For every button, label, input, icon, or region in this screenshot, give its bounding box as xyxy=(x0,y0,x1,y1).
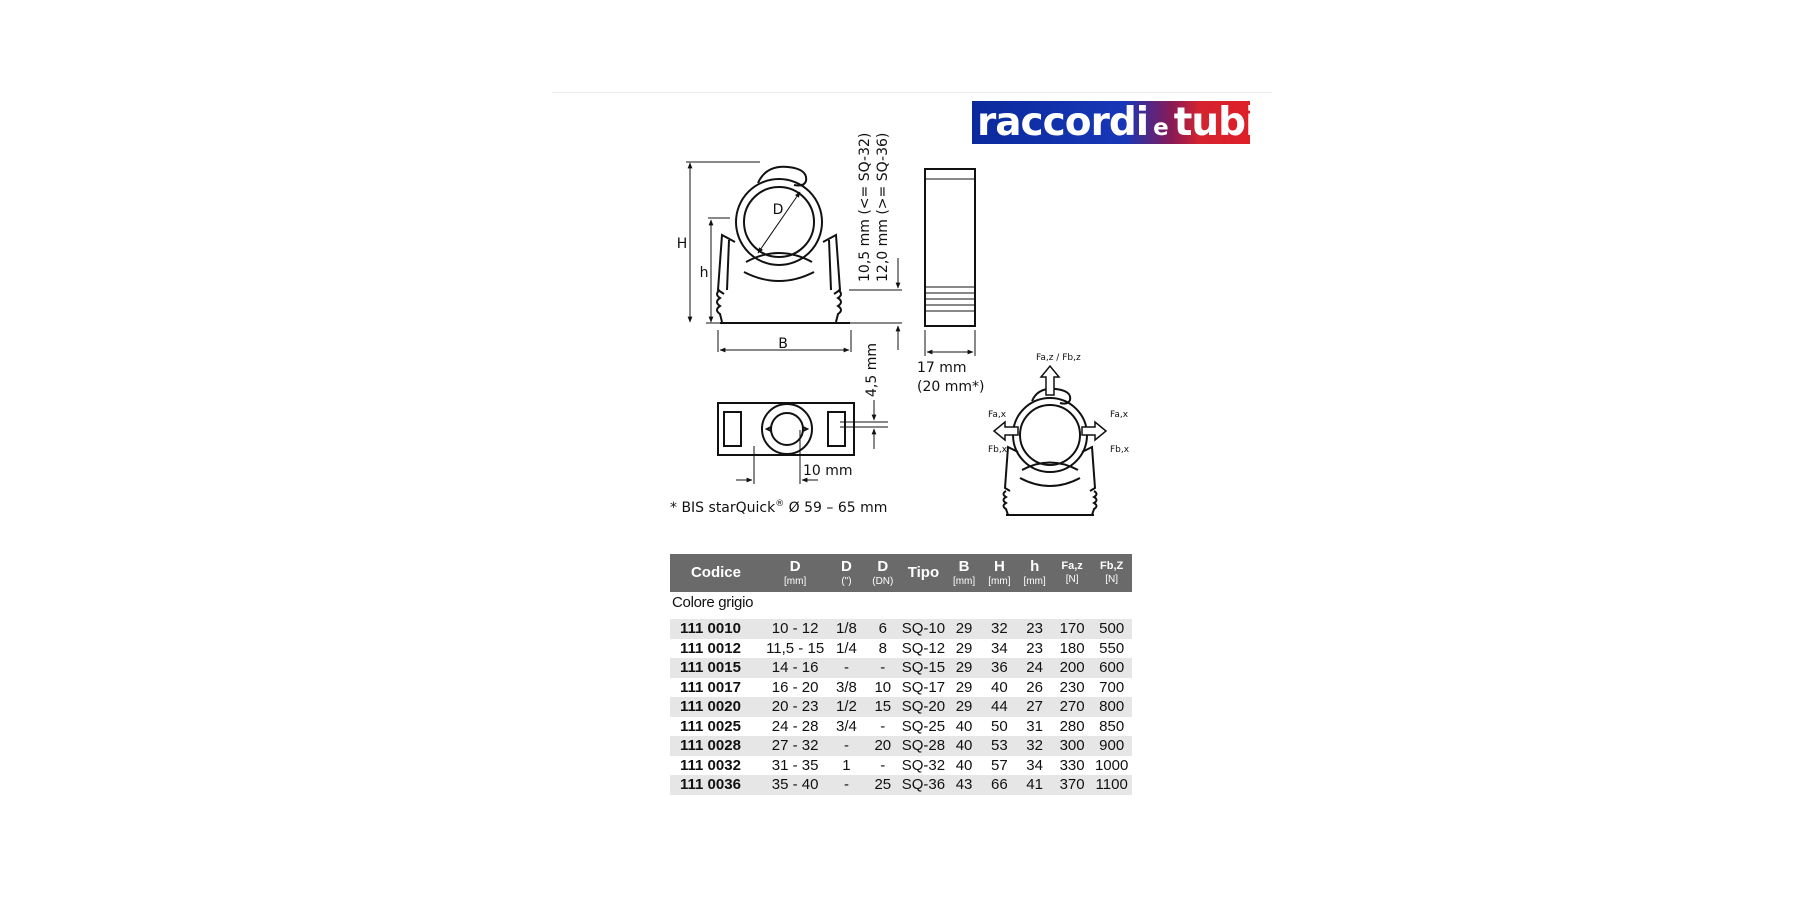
cell-h-lower: 31 xyxy=(1026,717,1043,735)
cell-faz: 230 xyxy=(1059,678,1085,696)
header-faz: Fa,z [N] xyxy=(1053,554,1092,592)
spacing-note-10mm: 10 mm xyxy=(803,463,853,479)
cell-tipo: SQ-32 xyxy=(901,756,946,774)
cell-codice: 111 0017 xyxy=(680,678,741,696)
cell-b: 29 xyxy=(946,619,982,639)
cell-fbz: 550 xyxy=(1099,639,1125,657)
cell-h-upper: 36 xyxy=(982,658,1016,678)
cell-h-lower: 24 xyxy=(1016,658,1052,678)
cell-codice: 111 0036 xyxy=(670,775,762,795)
cell-h-lower: 27 xyxy=(1016,697,1052,717)
cell-b: 29 xyxy=(946,658,982,678)
clip-front-view xyxy=(706,167,850,323)
cell-faz: 330 xyxy=(1059,756,1085,774)
cell-h-upper: 66 xyxy=(982,775,1016,795)
vertical-note-sq36: 12,0 mm (>= SQ-36) xyxy=(875,132,891,282)
cell-d-mm: 11,5 - 15 xyxy=(766,639,825,657)
cell-fbz: 500 xyxy=(1091,619,1132,639)
table-row xyxy=(670,678,1132,698)
cell-h-upper: 34 xyxy=(991,639,1008,657)
cell-fbz: 1000 xyxy=(1094,756,1129,774)
header-codice: Codice xyxy=(670,554,762,592)
cell-d-mm: 31 - 35 xyxy=(771,756,819,774)
cell-b: 40 xyxy=(955,717,973,735)
header-tipo: Tipo xyxy=(901,554,946,592)
cell-b: 29 xyxy=(955,639,973,657)
cell-codice: 111 0025 xyxy=(680,717,741,735)
cell-codice: 111 0032 xyxy=(680,756,741,774)
cell-faz: 280 xyxy=(1059,717,1085,735)
cell-b: 40 xyxy=(946,736,982,756)
table-row xyxy=(670,658,1132,678)
dimension-label-H: H xyxy=(676,236,688,252)
cell-tipo: SQ-17 xyxy=(901,678,946,696)
cell-b: 29 xyxy=(955,678,973,696)
cell-codice: 111 0010 xyxy=(670,619,762,639)
cell-b: 40 xyxy=(955,756,973,774)
cell-b: 29 xyxy=(946,697,982,717)
logo-word-raccordi: raccordi xyxy=(977,100,1149,145)
cell-faz: 170 xyxy=(1053,619,1092,639)
cell-d-dn: - xyxy=(880,756,886,774)
cell-faz: 270 xyxy=(1053,697,1092,717)
cell-h-upper: 32 xyxy=(982,619,1016,639)
header-b: B [mm] xyxy=(946,554,982,592)
width-note-20mm: (20 mm*) xyxy=(917,379,985,395)
table-row xyxy=(670,717,1132,737)
cell-d-mm: 27 - 32 xyxy=(762,736,828,756)
table-row xyxy=(670,756,1132,776)
cell-d-mm: 10 - 12 xyxy=(762,619,828,639)
cell-h-lower: 26 xyxy=(1026,678,1043,696)
dimension-label-h: h xyxy=(699,265,709,281)
cell-fbz: 800 xyxy=(1091,697,1132,717)
header-h-upper: H [mm] xyxy=(982,554,1016,592)
header-d-dn: D (DN) xyxy=(865,554,901,592)
cell-codice: 111 0015 xyxy=(670,658,762,678)
header-fbz: Fb,Z [N] xyxy=(1091,554,1132,592)
cell-d-inch: - xyxy=(828,658,864,678)
cell-d-mm: 20 - 23 xyxy=(762,697,828,717)
cell-d-inch: 3/8 xyxy=(836,678,857,696)
cell-h-upper: 40 xyxy=(991,678,1008,696)
cell-faz: 200 xyxy=(1053,658,1092,678)
cell-h-upper: 53 xyxy=(982,736,1016,756)
cell-d-dn: 20 xyxy=(865,736,901,756)
cell-tipo: SQ-15 xyxy=(901,659,946,677)
cell-fbz: 850 xyxy=(1099,717,1125,735)
footnote-bis-starquick: * BIS starQuick® Ø 59 – 65 mm xyxy=(670,499,888,516)
cell-tipo: SQ-12 xyxy=(901,639,946,657)
cell-codice: 111 0020 xyxy=(670,697,762,717)
cell-d-dn: - xyxy=(865,658,901,678)
force-label-right-top: Fa,x xyxy=(1110,410,1129,420)
logo-word-tubi: tubi xyxy=(1173,100,1258,145)
cell-d-dn: - xyxy=(880,717,886,735)
force-label-left-bottom: Fb,x xyxy=(988,445,1008,455)
cell-d-dn: 10 xyxy=(874,678,892,696)
clip-base-view xyxy=(718,403,854,455)
cell-d-mm: 16 - 20 xyxy=(771,678,819,696)
cell-d-mm: 14 - 16 xyxy=(762,658,828,678)
cell-h-upper: 44 xyxy=(982,697,1016,717)
cell-d-mm: 24 - 28 xyxy=(771,717,819,735)
cell-codice: 111 0012 xyxy=(680,639,741,657)
width-note-17mm: 17 mm xyxy=(917,360,967,376)
table-row xyxy=(670,639,1132,659)
cell-fbz: 1100 xyxy=(1091,775,1132,795)
cell-codice: 111 0028 xyxy=(670,736,762,756)
cell-b: 43 xyxy=(946,775,982,795)
dimension-label-B: B xyxy=(778,336,788,352)
cell-d-dn: 15 xyxy=(865,697,901,717)
force-label-top: Fa,z / Fb,z xyxy=(1036,353,1081,363)
logo-word-e: e xyxy=(1153,114,1169,141)
slot-note-4-5mm: 4,5 mm xyxy=(864,343,880,397)
header-d-mm: D [mm] xyxy=(762,554,828,592)
cell-fbz: 600 xyxy=(1091,658,1132,678)
cell-fbz: 700 xyxy=(1099,678,1125,696)
clip-forces-view xyxy=(1004,389,1097,515)
group-row xyxy=(670,592,1132,619)
cell-d-dn: 25 xyxy=(865,775,901,795)
group-label: Colore grigio xyxy=(672,594,754,611)
cell-d-inch: 1/8 xyxy=(828,619,864,639)
cell-h-upper: 50 xyxy=(991,717,1008,735)
cell-tipo: SQ-28 xyxy=(901,737,946,755)
table-row xyxy=(670,736,1132,756)
force-label-left-top: Fa,x xyxy=(988,410,1007,420)
force-arrows xyxy=(994,366,1106,440)
cell-d-mm: 35 - 40 xyxy=(762,775,828,795)
cell-h-lower: 34 xyxy=(1026,756,1043,774)
product-spec-table xyxy=(670,554,1132,795)
cell-faz: 300 xyxy=(1053,736,1092,756)
table-row xyxy=(670,775,1132,795)
cell-faz: 180 xyxy=(1059,639,1085,657)
cell-tipo: SQ-36 xyxy=(901,776,946,794)
header-d-inch: D (") xyxy=(828,554,864,592)
cell-h-lower: 32 xyxy=(1016,736,1052,756)
clip-side-view xyxy=(925,169,975,326)
cell-h-upper: 57 xyxy=(991,756,1008,774)
cell-d-dn: 6 xyxy=(865,619,901,639)
dimension-label-D: D xyxy=(772,202,784,218)
table-header-row xyxy=(670,554,1132,592)
force-label-right-bottom: Fb,x xyxy=(1110,445,1130,455)
cell-faz: 370 xyxy=(1053,775,1092,795)
cell-tipo: SQ-10 xyxy=(901,620,946,638)
table-row xyxy=(670,697,1132,717)
cell-fbz: 900 xyxy=(1091,736,1132,756)
cell-d-inch: - xyxy=(828,775,864,795)
cell-d-inch: 1/4 xyxy=(836,639,857,657)
cell-h-lower: 23 xyxy=(1026,639,1043,657)
table-row xyxy=(670,619,1132,639)
cell-d-inch: - xyxy=(828,736,864,756)
cell-d-inch: 3/4 xyxy=(836,717,857,735)
side-view-dimensions xyxy=(925,330,975,356)
cell-d-inch: 1 xyxy=(842,756,851,774)
cell-d-dn: 8 xyxy=(878,639,887,657)
header-h-lower: h [mm] xyxy=(1016,554,1052,592)
vertical-note-sq32: 10,5 mm (<= SQ-32) xyxy=(857,132,873,282)
cell-d-inch: 1/2 xyxy=(828,697,864,717)
cell-tipo: SQ-25 xyxy=(901,717,946,735)
cell-h-lower: 41 xyxy=(1016,775,1052,795)
cell-tipo: SQ-20 xyxy=(901,698,946,716)
cell-h-lower: 23 xyxy=(1016,619,1052,639)
